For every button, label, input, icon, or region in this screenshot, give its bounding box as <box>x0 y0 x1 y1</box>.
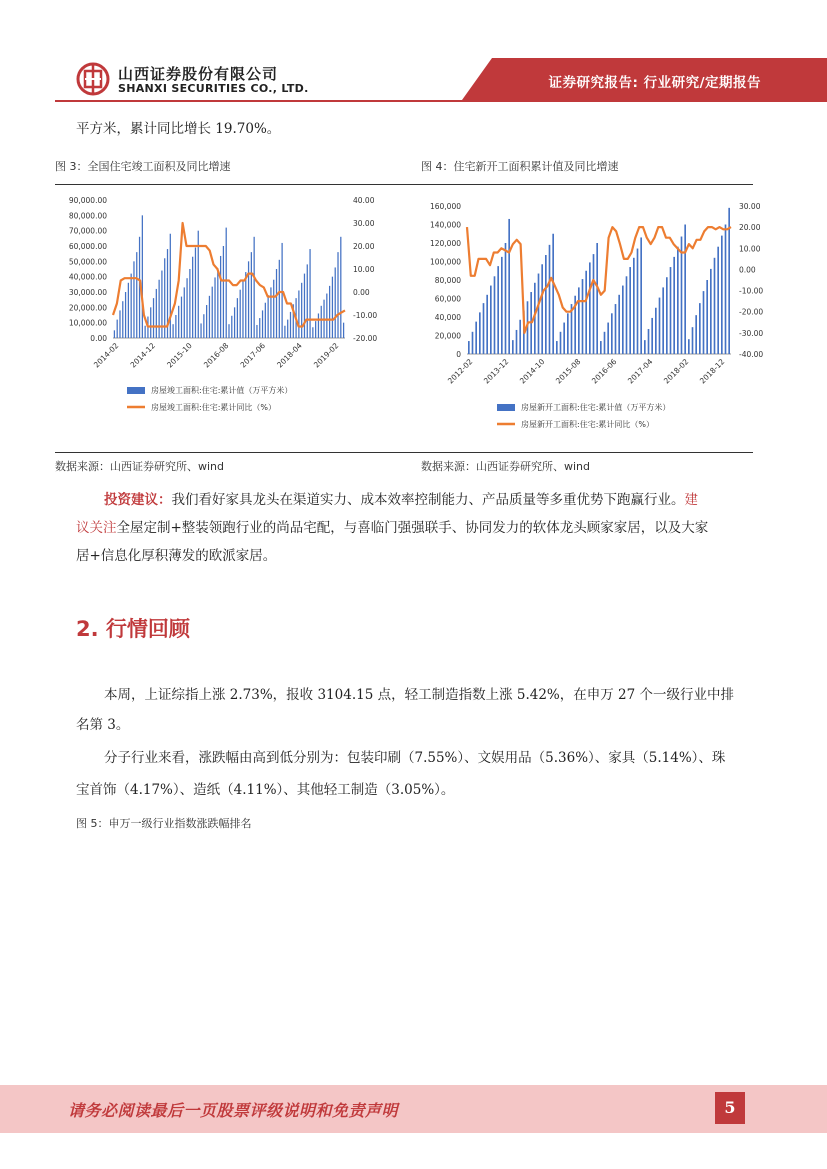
right-axis-tick-label: -20.00 <box>353 334 378 343</box>
investment-highlight2: 议关注 <box>76 520 117 536</box>
bar <box>142 215 143 338</box>
bar <box>710 269 712 354</box>
bar <box>501 257 503 354</box>
bar <box>309 249 310 338</box>
bar <box>604 332 606 354</box>
bar <box>607 323 609 354</box>
figure-top-rule <box>55 184 753 185</box>
bar <box>728 208 730 354</box>
section-title: 2. 行情回顾 <box>76 617 190 641</box>
bar <box>172 324 173 338</box>
market-p1-line2: 名第 3。 <box>76 717 130 733</box>
x-axis-tick-label: 2018-12 <box>697 357 727 386</box>
right-axis-tick-label: 0.00 <box>353 288 370 297</box>
x-axis-tick-label: 2019-02 <box>311 341 341 370</box>
bar <box>117 320 118 338</box>
right-axis-tick-label: -40.00 <box>739 350 764 359</box>
x-axis-tick-label: 2018-04 <box>275 341 304 370</box>
market-p1-line1: 本周，上证综指上涨 2.73%，报收 3104.15 点，轻工制造指数上涨 5.42%，在申万 27 个一级行业中排 <box>104 687 735 703</box>
bar <box>633 258 635 354</box>
bar <box>122 301 123 338</box>
bar <box>552 234 554 354</box>
bar <box>153 298 154 338</box>
fig3-chart-svg <box>55 188 385 448</box>
bar <box>178 306 179 338</box>
bar <box>158 280 159 338</box>
fig5-title: 图 5：申万一级行业指数涨跌幅排名 <box>76 817 252 830</box>
bar <box>549 245 551 354</box>
x-axis-tick-label: 2014-12 <box>128 341 158 370</box>
bar <box>340 237 341 338</box>
bar <box>337 252 338 338</box>
right-axis-tick-label: 30.00 <box>353 219 375 228</box>
left-axis-tick-label: 0.00 <box>90 334 107 343</box>
bar <box>245 272 246 338</box>
fig4-source: 数据来源：山西证券研究所、wind <box>421 460 591 473</box>
bar <box>318 313 319 338</box>
bar <box>490 286 492 354</box>
bar <box>578 287 580 354</box>
fig3-title: 图 3：全国住宅竣工面积及同比增速 <box>55 160 231 173</box>
bar <box>234 307 235 338</box>
right-axis-tick-label: -20.00 <box>739 307 764 317</box>
bar <box>666 277 668 354</box>
bar <box>622 286 624 354</box>
bar <box>589 262 591 354</box>
bar <box>505 243 507 354</box>
bar <box>136 252 137 338</box>
bar <box>593 254 595 354</box>
right-axis-tick-label: 10.00 <box>739 244 761 254</box>
bar <box>254 237 255 338</box>
bar <box>655 308 657 354</box>
header-divider <box>55 100 827 102</box>
left-axis-tick-label: 20,000 <box>434 331 461 341</box>
bar <box>563 323 565 354</box>
bar <box>640 237 642 354</box>
bar <box>695 315 697 354</box>
bar <box>721 236 723 354</box>
bar <box>240 290 241 338</box>
bar <box>315 321 316 338</box>
bar <box>262 310 263 338</box>
left-axis-tick-label: 80,000.00 <box>68 211 107 221</box>
right-axis-tick-label: 20.00 <box>739 223 761 233</box>
bar <box>145 326 146 338</box>
company-logo-icon <box>76 62 110 96</box>
fig3-chart <box>55 188 385 448</box>
bar <box>556 341 558 354</box>
investment-line2-wrap <box>76 514 766 542</box>
right-axis-tick-label: 30.00 <box>739 202 761 211</box>
bar <box>343 323 344 338</box>
bar <box>203 314 204 338</box>
bar <box>192 257 193 338</box>
bar <box>150 307 151 338</box>
bar <box>538 274 540 354</box>
bar <box>312 327 313 338</box>
bar <box>545 255 547 354</box>
left-axis-tick-label: 40,000.00 <box>68 272 107 282</box>
investment-line3: 居+信息化厚积薄发的欧派家居。 <box>76 548 277 564</box>
bar <box>242 281 243 338</box>
bar <box>508 219 510 354</box>
bar <box>128 283 129 338</box>
left-axis-tick-label: 160,000 <box>429 202 461 211</box>
fig4-chart-svg <box>415 188 765 448</box>
right-axis-tick-label: 0.00 <box>739 265 756 275</box>
x-axis-tick-label: 2013-12 <box>481 357 511 386</box>
bar <box>256 325 257 338</box>
legend-label-bar: 房屋竣工面积:住宅:累计值（万平方米） <box>151 386 293 395</box>
market-p2-line2: 宝首饰（4.17%）、造纸（4.11%）、其他轻工制造（3.05%）。 <box>76 782 455 798</box>
bar <box>189 269 190 338</box>
bar <box>468 341 470 354</box>
bar <box>717 247 719 354</box>
bar <box>223 246 224 338</box>
bar <box>298 290 299 338</box>
bar <box>335 267 336 338</box>
bar <box>681 237 683 354</box>
bar <box>329 286 330 338</box>
bar <box>301 283 302 338</box>
bar <box>181 297 182 338</box>
x-axis-tick-label: 2015-08 <box>553 357 583 386</box>
x-axis-tick-label: 2017-06 <box>238 341 268 370</box>
x-axis-tick-label: 2016-06 <box>589 357 619 386</box>
right-axis-tick-label: 40.00 <box>353 196 375 205</box>
bar <box>725 225 727 355</box>
legend-swatch-bar <box>127 387 145 394</box>
bar <box>512 340 514 354</box>
fig4-chart <box>415 188 765 448</box>
bar <box>231 316 232 338</box>
legend-label-bar: 房屋新开工面积:住宅:累计值（万平方米） <box>521 403 671 412</box>
bar <box>119 310 120 338</box>
bar <box>494 276 496 354</box>
bar <box>284 326 285 338</box>
right-axis-tick-label: 20.00 <box>353 242 375 251</box>
bar <box>114 330 115 338</box>
report-type: 证券研究报告: 行业研究/定期报告 <box>548 75 761 91</box>
bar <box>175 315 176 338</box>
bar <box>615 304 617 354</box>
investment-highlight1: 建 <box>684 492 698 508</box>
market-p2-line1: 分子行业来看，涨跌幅由高到低分别为：包装印刷（7.55%）、文娱用品（5.36%）、家具（5.14%）、珠 <box>104 750 726 766</box>
x-axis-tick-label: 2018-02 <box>661 357 691 386</box>
bar <box>541 264 543 354</box>
right-axis-tick-label: 10.00 <box>353 265 375 274</box>
bar <box>125 292 126 338</box>
bar <box>131 274 132 338</box>
bar <box>670 267 672 354</box>
bar <box>479 312 481 354</box>
bar <box>307 264 308 338</box>
x-axis-tick-label: 2016-08 <box>201 341 231 370</box>
bar <box>629 267 631 354</box>
bar <box>648 329 650 354</box>
legend-label-line: 房屋新开工面积:住宅:累计同比（%） <box>521 420 654 429</box>
x-axis-tick-label: 2014-02 <box>91 341 121 370</box>
bar <box>626 276 628 354</box>
bar <box>600 341 602 354</box>
bar <box>659 298 661 354</box>
bar <box>212 287 213 338</box>
bar <box>226 228 227 338</box>
bar <box>567 313 569 354</box>
bar <box>596 243 598 354</box>
bar <box>156 289 157 338</box>
x-axis-tick-label: 2015-10 <box>165 341 194 370</box>
right-axis-tick-label: -30.00 <box>739 328 764 338</box>
bar <box>270 287 271 338</box>
bar <box>699 303 701 354</box>
page-number: 5 <box>715 1092 745 1124</box>
bar <box>161 271 162 338</box>
bar <box>516 330 518 354</box>
line-series <box>467 227 731 333</box>
x-axis-tick-label: 2014-10 <box>517 357 547 386</box>
left-axis-tick-label: 120,000 <box>429 239 461 248</box>
page-header <box>0 0 827 110</box>
bar <box>714 258 716 354</box>
bar <box>472 332 474 354</box>
bar <box>170 234 171 338</box>
investment-advice <box>104 486 764 514</box>
investment-label: 投资建议： <box>104 492 172 508</box>
bar <box>217 268 218 338</box>
bar <box>251 252 252 338</box>
left-axis-tick-label: 60,000 <box>434 294 461 304</box>
bar <box>483 303 485 354</box>
bar <box>200 323 201 338</box>
bar <box>684 225 686 355</box>
bar <box>677 247 679 354</box>
bar <box>519 320 521 354</box>
bar <box>688 339 690 354</box>
bar <box>651 318 653 354</box>
left-axis-tick-label: 30,000.00 <box>68 288 107 297</box>
bar <box>326 294 327 338</box>
bar <box>279 260 280 338</box>
bar <box>637 249 639 354</box>
bar <box>184 287 185 338</box>
company-name-en: SHANXI SECURITIES CO., LTD. <box>118 82 309 95</box>
left-axis-tick-label: 50,000.00 <box>68 257 107 267</box>
bar <box>321 306 322 338</box>
bar <box>611 313 613 354</box>
left-axis-tick-label: 0 <box>456 350 461 359</box>
bar <box>281 243 282 338</box>
bar <box>133 261 134 338</box>
bar <box>287 320 288 338</box>
legend-label-line: 房屋竣工面积:住宅:累计同比（%） <box>151 403 276 412</box>
right-axis-tick-label: -10.00 <box>353 311 378 320</box>
x-axis-tick-label: 2012-02 <box>445 357 475 386</box>
bar <box>290 312 291 338</box>
bar <box>304 274 305 338</box>
bar <box>265 303 266 338</box>
bar <box>259 318 260 338</box>
bar <box>585 271 587 354</box>
bar <box>662 287 664 354</box>
bar <box>618 295 620 354</box>
bar <box>273 280 274 338</box>
footer-disclaimer: 请务必阅读最后一页股票评级说明和免责声明 <box>68 1101 399 1120</box>
left-axis-tick-label: 140,000 <box>429 220 461 230</box>
left-axis-tick-label: 10,000.00 <box>68 318 107 328</box>
fig3-source: 数据来源：山西证券研究所、wind <box>55 460 225 473</box>
left-axis-tick-label: 60,000.00 <box>68 242 107 251</box>
bar <box>237 298 238 338</box>
bar <box>497 266 499 354</box>
x-axis-tick-label: 2017-04 <box>625 357 655 386</box>
bar <box>228 324 229 338</box>
right-axis-tick-label: -10.00 <box>739 286 764 296</box>
left-axis-tick-label: 80,000 <box>434 276 461 285</box>
bar <box>268 295 269 338</box>
left-axis-tick-label: 20,000.00 <box>68 303 107 313</box>
investment-line2: 全屋定制+整装领跑行业的尚品宅配，与喜临门强强联手、协同发力的软体龙头顾家家居，以及大家 <box>116 520 709 536</box>
bar <box>582 279 584 354</box>
legend-swatch-bar <box>497 404 515 411</box>
fig4-title: 图 4：住宅新开工面积累计值及同比增速 <box>421 160 619 173</box>
bar <box>276 269 277 338</box>
left-axis-tick-label: 90,000.00 <box>68 196 107 205</box>
bar <box>206 305 207 338</box>
bar <box>186 278 187 338</box>
bar <box>209 296 210 338</box>
figure-bottom-rule <box>55 452 753 453</box>
bar <box>673 257 675 354</box>
bar <box>486 295 488 354</box>
company-name-cn: 山西证券股份有限公司 <box>118 65 279 83</box>
bar <box>692 327 694 354</box>
bar <box>195 248 196 338</box>
left-axis-tick-label: 70,000.00 <box>68 226 107 236</box>
left-axis-tick-label: 40,000 <box>434 313 461 322</box>
bar <box>703 291 705 354</box>
intro-line: 平方米，累计同比增长 19.70%。 <box>76 121 281 137</box>
bar <box>332 277 333 338</box>
left-axis-tick-label: 100,000 <box>429 257 461 267</box>
investment-line1: 我们看好家具龙头在渠道实力、成本效率控制能力、产品质量等多重优势下跑赢行业。 <box>171 492 685 508</box>
bar <box>706 280 708 354</box>
bar <box>560 332 562 354</box>
bar <box>475 322 477 354</box>
bar <box>220 256 221 338</box>
bar <box>214 277 215 338</box>
bar <box>644 340 646 354</box>
